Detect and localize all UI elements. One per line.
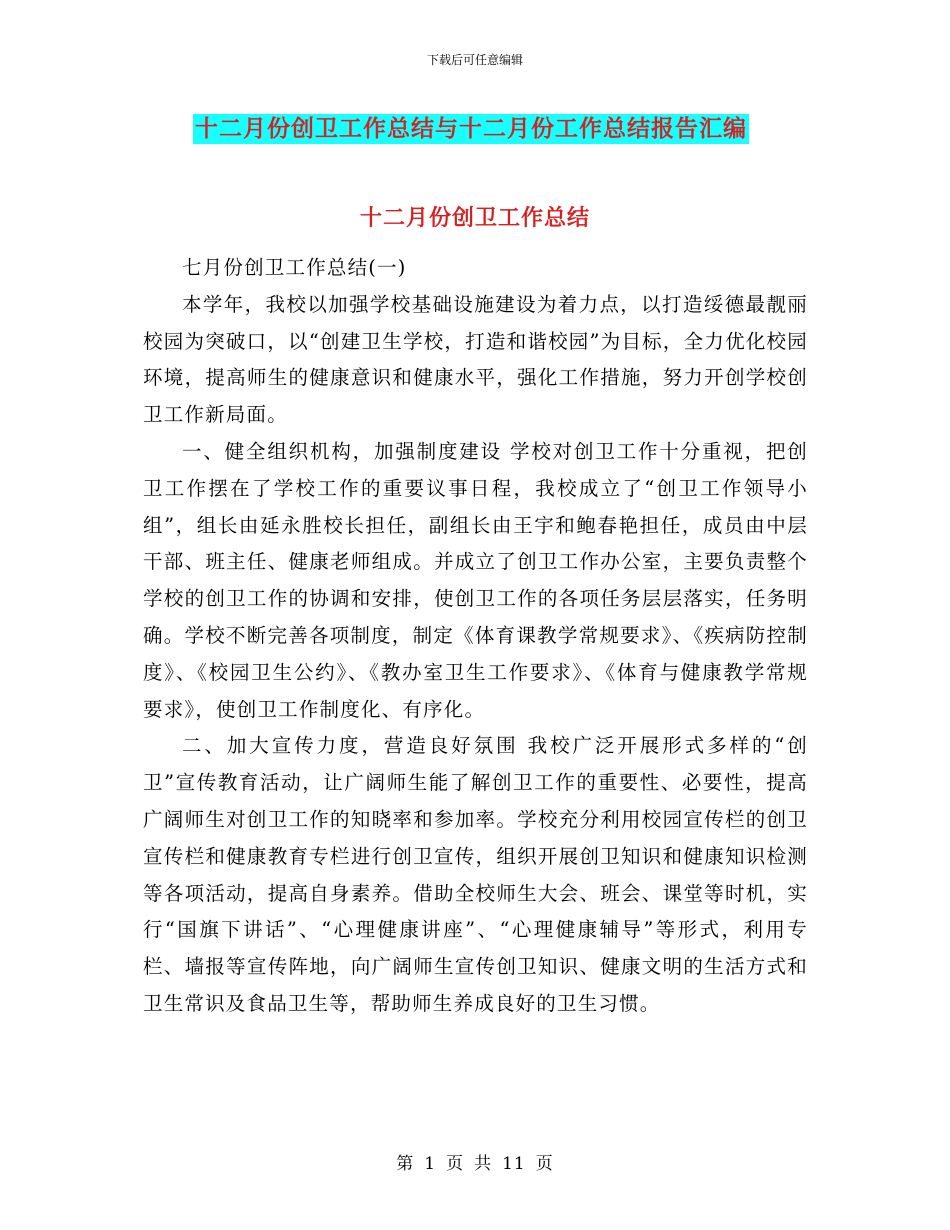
footer-total-suffix: 页 [535, 1154, 554, 1174]
footer-total-prefix: 共 [474, 1154, 493, 1174]
document-body [143, 250, 808, 1023]
page-header-note: 下载后可任意编辑 [426, 53, 523, 67]
publicity-paragraph: 二、加大宣传力度，营造良好氛围 我校广泛开展形式多样的“创卫”宣传教育活动，让广阔师生能了解创卫工作的重要性、必要性，提高广阔师生对创卫工作的知晓率和参加率。学校充分利用校园宣传栏的创卫宣传栏和健康教育专栏进行创卫宣传，组织开展创卫知识和健康知识检测等各项活动，提高自身素养。借助全校师生大会、班会、课堂等时机，实行“国旗下讲话”、“心理健康讲座”、“心理健康辅导”等形式，利用专栏、墙报等宣传阵地，向广阔师生宣传创卫知识、健康文明的生活方式和卫生常识及食品卫生等，帮助师生养成良好的卫生习惯。 [143, 734, 808, 1015]
intro-paragraph: 本学年，我校以加强学校基础设施建设为着力点，以打造绥德最靓丽校园为突破口，以“创建卫生学校，打造和谐校园”为目标，全力优化校园环境，提高师生的健康意识和健康水平，强化工作措施，努力开创学校创卫工作新局面。 [143, 292, 808, 427]
subheading-paragraph: 七月份创卫工作总结(一) [182, 256, 407, 279]
main-title-highlight: 十二月份创卫工作总结与十二月份工作总结报告汇编 [195, 116, 747, 142]
footer-page-prefix: 第 [396, 1154, 415, 1174]
organization-paragraph: 一、健全组织机构，加强制度建设 学校对创卫工作十分重视，把创卫工作摆在了学校工作的重要议事日程，我校成立了“创卫工作领导小组”，组长由延永胜校长担任，副组长由王宇和鲍春艳担任，成员由中层干部、班主任、健康老师组成。并成立了创卫工作办公室，主要负责整个学校的创卫工作的协调和安排，使创卫工作的各项任务层层落实，任务明确。学校不断完善各项制度，制定《体育课教学常规要求》、《疾病防控制度》、《校园卫生公约》、《教办室卫生工作要求》、《体育与健康教学常规要求》，使创卫工作制度化、有序化。 [143, 439, 808, 721]
document-main-title [193, 112, 801, 146]
section-title: 十二月份创卫工作总结 [359, 206, 590, 231]
footer-page-mid: 页 [446, 1154, 465, 1174]
footer-total-pages: 11 [502, 1154, 526, 1174]
footer-page-number: 1 [424, 1154, 437, 1174]
page-footer [0, 1152, 950, 1176]
